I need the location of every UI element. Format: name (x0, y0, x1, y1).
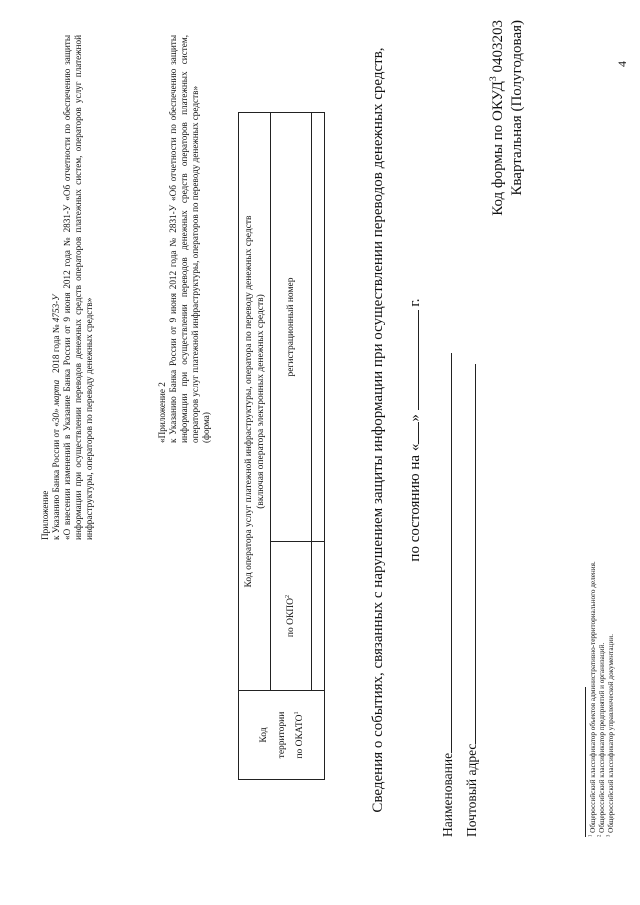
appendix-line-1: «Приложение 2 (157, 382, 167, 443)
header-line-3: «О внесении изменений в Указание Банка России от 9 июня 2012 года № 2831-У «Об отчетности по обеспечению защиты информации при осуществлении переводов денежных средств операторов платежных систем, операторов услуг платежной инфраструктуры, операторов по переводу денежных средств» (62, 35, 94, 540)
footnote-2: $^2$ Общероссийский классификатор предприятий и организаций. (597, 642, 606, 837)
operator-code-header: Код оператора услуг платежной инфраструктуры, оператора по переводу денежных средств (включая оператора электронных денежных средств) (239, 113, 271, 691)
footnotes (589, 237, 616, 837)
address-field: Почтовый адрес (460, 317, 484, 837)
registration-number-cell: регистрационный номер (271, 113, 312, 542)
header-line-2: к Указанию Банка России от «30» марта 2018 года № 4753-У (51, 294, 61, 540)
footnote-3: $^3$ Общероссийский классификатор управленческой документации. (606, 634, 615, 837)
fields-block (436, 317, 484, 837)
title-line-1: Сведения о событиях, связанных с нарушением защиты информации при осуществлении переводов денежных средств, (370, 47, 386, 813)
codes-table (238, 112, 325, 780)
address-blank[interactable] (475, 364, 476, 744)
period-line: Квартальная (Полугодовая) (509, 20, 525, 196)
appendix-line-3: (форма) (201, 412, 211, 443)
name-blank[interactable] (451, 353, 452, 753)
okpo-cell: по ОКПО$^2$ (271, 542, 312, 691)
okud-line: Код формы по ОКУД$^3$ 0403203 (488, 20, 506, 216)
handwritten-month: » марта (51, 379, 61, 413)
appendix-line-2: к Указанию Банка России от 9 июня 2012 года № 2831-У «Об отчетности по обеспечению защиты информации при осуществлении переводов денежных средств операторов платежных систем, операторов услуг платежной инфраструктуры, операторов по переводу денежных средств» (168, 35, 200, 443)
title-line-2: по состоянию на «» г. (407, 298, 423, 562)
territory-code-cell: Код территории по ОКАТО$^1$ (239, 691, 325, 780)
handwritten-day: 30 (51, 412, 61, 423)
date-day-blank[interactable] (418, 422, 419, 444)
header-block (40, 35, 95, 540)
page-number: 4 (615, 61, 629, 67)
appendix-block (157, 35, 212, 443)
form-title (369, 45, 425, 815)
footnote-1: $^1$ Общероссийский классификатор объектов административно-территориального деления. (588, 561, 597, 837)
date-month-blank[interactable] (418, 310, 419, 410)
handwritten-number: 4753-У (51, 294, 61, 323)
registration-value-cell (312, 113, 325, 542)
header-line-1: Приложение (40, 490, 50, 540)
form-code-block (489, 20, 527, 265)
footnote-rule (585, 687, 586, 837)
okpo-value-cell (312, 542, 325, 691)
name-field: Наименование (436, 317, 460, 837)
